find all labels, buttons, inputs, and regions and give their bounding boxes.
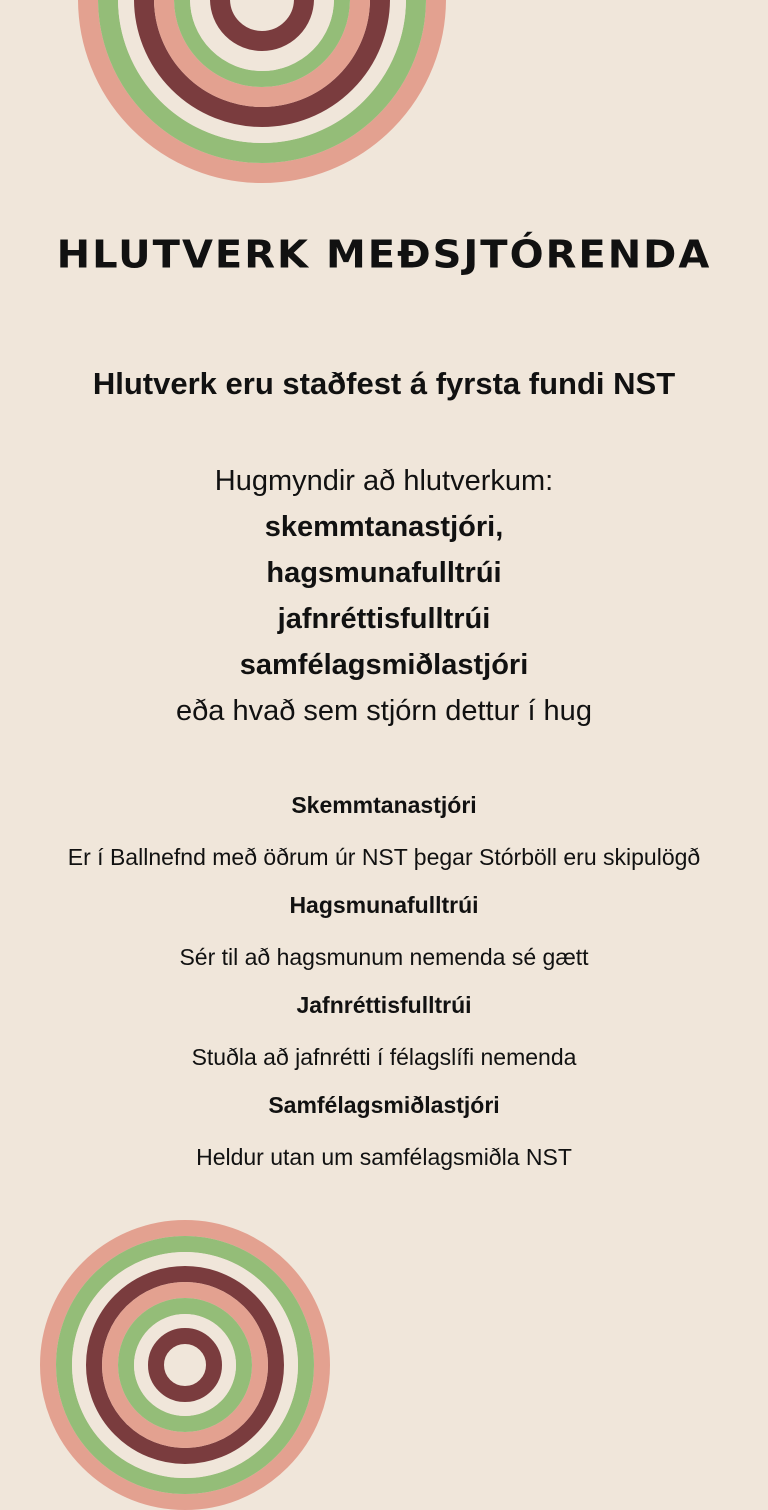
role-title: Jafnréttisfulltrúi — [296, 992, 472, 1018]
idea-item: jafnréttisfulltrúi — [277, 603, 491, 635]
role-title: Samfélagsmiðlastjóri — [268, 1092, 500, 1118]
role-title: Skemmtanastjóri — [291, 792, 477, 818]
role-descriptions — [0, 786, 768, 1186]
page-subtitle: Hlutverk eru staðfest á fyrsta fundi NST — [92, 366, 676, 401]
idea-item: samfélagsmiðlastjóri — [239, 649, 529, 681]
concentric-arcs-decoration-top — [78, 0, 446, 183]
ideas-outro: eða hvað sem stjórn dettur í hug — [176, 695, 592, 727]
role-ideas-block — [0, 458, 768, 734]
page-title: HLUTVERK MEÐSJTÓRENDA — [56, 233, 712, 277]
role-description: Heldur utan um samfélagsmiðla NST — [196, 1144, 572, 1170]
role-description: Stuðla að jafnrétti í félagslífi nemenda — [191, 1044, 577, 1070]
idea-item: hagsmunafulltrúi — [266, 557, 502, 589]
idea-item: skemmtanastjóri, — [264, 511, 504, 543]
role-description: Sér til að hagsmunum nemenda sé gætt — [179, 944, 589, 970]
role-description: Er í Ballnefnd með öðrum úr NST þegar Stórböll eru skipulögð — [67, 844, 701, 870]
concentric-arcs-decoration-bottom — [40, 1220, 330, 1510]
ideas-intro: Hugmyndir að hlutverkum: — [214, 465, 554, 497]
role-title: Hagsmunafulltrúi — [289, 892, 479, 918]
